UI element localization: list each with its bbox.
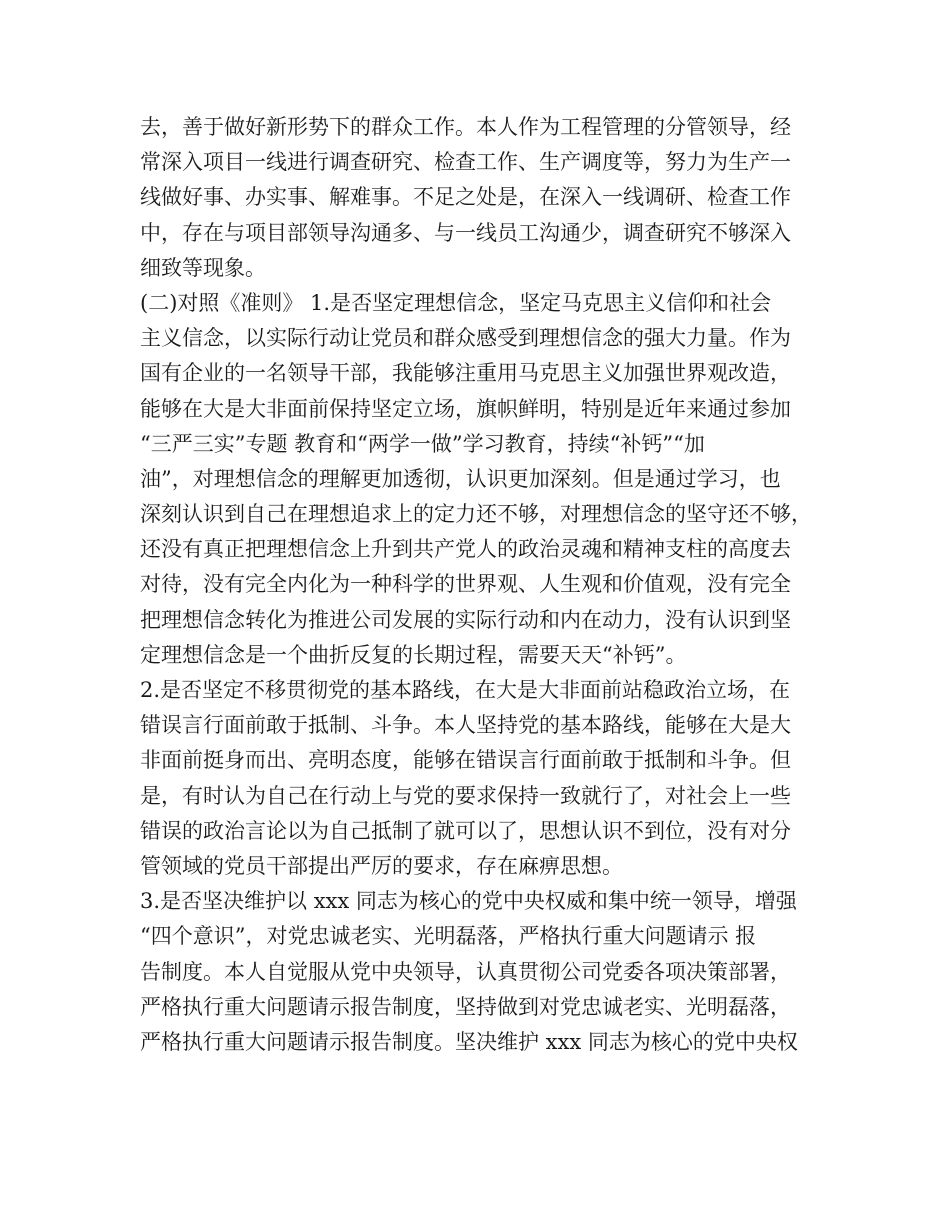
text-line: 深刻认识到自己在理想追求上的定力还不够，对理想信念的坚守还不够， [140,502,812,527]
section-heading-line: (二)对照《准则》 1.是否坚定理想信念，坚定马克思主义信仰和社会 [140,290,772,315]
document-body [140,110,840,1060]
text-line: 错误的政治言论以为自己抵制了就可以了，思想认识不到位，没有对分 [140,818,791,843]
text-line: 中，存在与项目部领导沟通多、与一线员工沟通少，调查研究不够深入 [140,220,791,245]
text-line: 国有企业的一名领导干部，我能够注重用马克思主义加强世界观改造， [140,361,791,386]
text-line: “四个意识”，对党忠诚老实、光明磊落，严格执行重大问题请示 报 [140,924,757,949]
text-line: 错误言行面前敢于抵制、斗争。本人坚持党的基本路线，能够在大是大 [140,713,791,738]
text-line: 主义信念，以实际行动让党员和群众感受到理想信念的强大力量。作为 [140,326,791,351]
text-line: 还没有真正把理想信念上升到共产党人的政治灵魂和精神支柱的高度去 [140,537,791,562]
text-line: 油”，对理想信念的理解更加透彻，认识更加深刻。但是通过学习，也 [140,466,781,491]
numbered-item-line: 2.是否坚定不移贯彻党的基本路线，在大是大非面前站稳政治立场，在 [140,678,791,702]
text-line: 对待，没有完全内化为一种科学的世界观、人生观和价值观，没有完全 [140,572,791,597]
text-line: 常深入项目一线进行调查研究、检查工作、生产调度等，努力为生产一 [140,150,791,175]
text-line: 定理想信念是一个曲折反复的长期过程，需要天天“补钙”。 [140,642,687,667]
text-line: 严格执行重大问题请示报告制度。坚决维护 xxx 同志为核心的党中央权 [140,1029,798,1054]
text-line: 能够在大是大非面前保持坚定立场，旗帜鲜明，特别是近年来通过参加 [140,396,791,421]
text-line: “三严三实”专题 教育和“两学一做”学习教育，持续“补钙”“加 [140,431,705,456]
text-line: 管领域的党员干部提出严厉的要求，存在麻痹思想。 [140,853,623,878]
text-line: 是，有时认为自己在行动上与党的要求保持一致就行了，对社会上一些 [140,783,791,808]
text-line: 严格执行重大问题请示报告制度，坚持做到对党忠诚老实、光明磊落， [140,994,791,1019]
text-line: 线做好事、办实事、解难事。不足之处是，在深入一线调研、检查工作 [140,185,791,210]
text-line: 告制度。本人自觉服从党中央领导，认真贯彻公司党委各项决策部署， [140,959,791,984]
numbered-item-line: 3.是否坚决维护以 xxx 同志为核心的党中央权威和集中统一领导，增强 [140,889,797,914]
text-line: 去，善于做好新形势下的群众工作。本人作为工程管理的分管领导，经 [140,115,791,139]
text-line: 非面前挺身而出、亮明态度，能够在错误言行面前敢于抵制和斗争。但 [140,748,791,773]
text-line: 细致等现象。 [140,255,266,280]
text-line: 把理想信念转化为推进公司发展的实际行动和内在动力，没有认识到坚 [140,607,791,632]
